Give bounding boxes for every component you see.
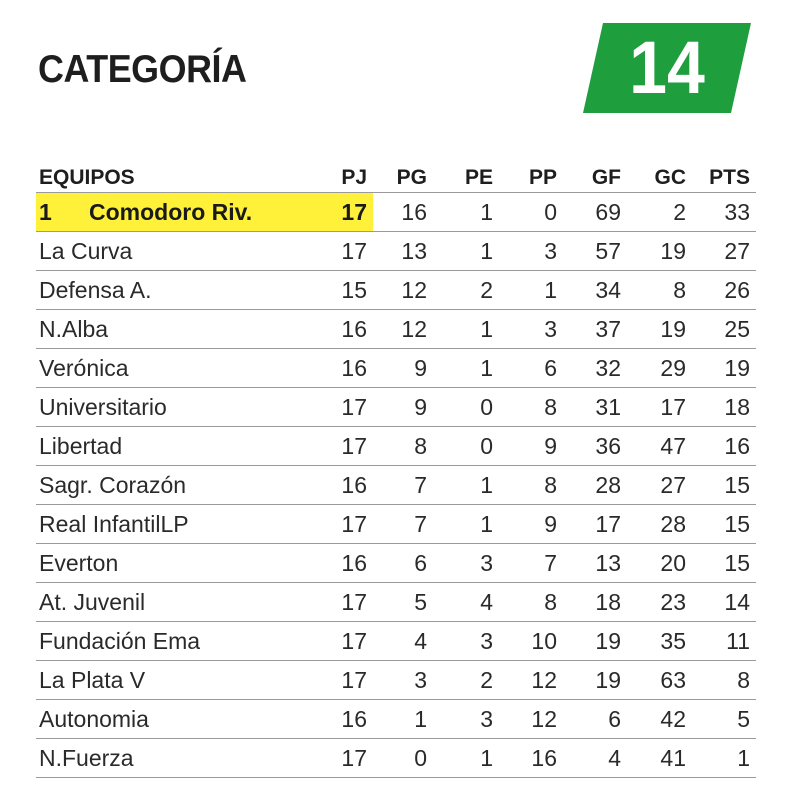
cell-gf: 19 bbox=[563, 622, 627, 661]
cell-pg: 12 bbox=[373, 271, 433, 310]
team-name: N.Alba bbox=[36, 310, 298, 349]
team-cell bbox=[36, 193, 298, 232]
cell-pg: 0 bbox=[373, 739, 433, 778]
cell-pj: 17 bbox=[298, 427, 373, 466]
table-row bbox=[36, 544, 756, 583]
cell-pg: 13 bbox=[373, 232, 433, 271]
column-header-pj: PJ bbox=[341, 166, 367, 189]
team-name: Verónica bbox=[36, 349, 298, 388]
cell-pe: 1 bbox=[433, 349, 499, 388]
cell-pe: 0 bbox=[433, 427, 499, 466]
cell-gc: 41 bbox=[627, 739, 692, 778]
table-row bbox=[36, 466, 756, 505]
team-name: N.Fuerza bbox=[36, 739, 298, 778]
cell-pts: 15 bbox=[692, 544, 756, 583]
cell-pp: 3 bbox=[499, 232, 563, 271]
cell-pp: 12 bbox=[499, 700, 563, 739]
cell-pe: 3 bbox=[433, 622, 499, 661]
cell-pp: 8 bbox=[499, 388, 563, 427]
cell-pp: 6 bbox=[499, 349, 563, 388]
cell-pe: 1 bbox=[433, 193, 499, 232]
cell-pp: 12 bbox=[499, 661, 563, 700]
cell-pts: 16 bbox=[692, 427, 756, 466]
cell-pp: 9 bbox=[499, 427, 563, 466]
cell-pp: 3 bbox=[499, 310, 563, 349]
team-name: Fundación Ema bbox=[36, 622, 298, 661]
team-name: Universitario bbox=[36, 388, 298, 427]
team-name: At. Juvenil bbox=[36, 583, 298, 622]
cell-pg: 7 bbox=[373, 505, 433, 544]
cell-pj: 17 bbox=[298, 739, 373, 778]
cell-pts: 25 bbox=[692, 310, 756, 349]
cell-pp: 10 bbox=[499, 622, 563, 661]
cell-pe: 4 bbox=[433, 583, 499, 622]
cell-gf: 69 bbox=[563, 193, 627, 232]
cell-gc: 17 bbox=[627, 388, 692, 427]
cell-gc: 8 bbox=[627, 271, 692, 310]
column-header-pe: PE bbox=[464, 166, 493, 189]
cell-pg: 3 bbox=[373, 661, 433, 700]
cell-gc: 35 bbox=[627, 622, 692, 661]
table-row bbox=[36, 232, 756, 271]
cell-pj: 15 bbox=[298, 271, 373, 310]
cell-pg: 9 bbox=[373, 388, 433, 427]
cell-pj: 17 bbox=[298, 193, 373, 232]
cell-pg: 4 bbox=[373, 622, 433, 661]
cell-pj: 17 bbox=[298, 622, 373, 661]
cell-pe: 3 bbox=[433, 700, 499, 739]
cell-pj: 16 bbox=[298, 544, 373, 583]
cell-gf: 4 bbox=[563, 739, 627, 778]
cell-pg: 8 bbox=[373, 427, 433, 466]
table-row bbox=[36, 427, 756, 466]
cell-gf: 13 bbox=[563, 544, 627, 583]
cell-pe: 0 bbox=[433, 388, 499, 427]
cell-pg: 7 bbox=[373, 466, 433, 505]
cell-gc: 2 bbox=[627, 193, 692, 232]
cell-pg: 16 bbox=[373, 193, 433, 232]
cell-pts: 1 bbox=[692, 739, 756, 778]
cell-pp: 8 bbox=[499, 466, 563, 505]
cell-gc: 23 bbox=[627, 583, 692, 622]
cell-pp: 8 bbox=[499, 583, 563, 622]
cell-gf: 57 bbox=[563, 232, 627, 271]
table-row bbox=[36, 505, 756, 544]
table-row bbox=[36, 349, 756, 388]
cell-gc: 47 bbox=[627, 427, 692, 466]
cell-gf: 19 bbox=[563, 661, 627, 700]
cell-pp: 9 bbox=[499, 505, 563, 544]
cell-pj: 17 bbox=[298, 661, 373, 700]
team-name: Everton bbox=[36, 544, 298, 583]
cell-gc: 19 bbox=[627, 310, 692, 349]
standings-table bbox=[36, 155, 756, 778]
cell-pe: 3 bbox=[433, 544, 499, 583]
cell-gf: 31 bbox=[563, 388, 627, 427]
table-row bbox=[36, 583, 756, 622]
cell-pts: 26 bbox=[692, 271, 756, 310]
cell-pj: 16 bbox=[298, 310, 373, 349]
cell-pe: 1 bbox=[433, 466, 499, 505]
cell-gc: 19 bbox=[627, 232, 692, 271]
cell-gf: 6 bbox=[563, 700, 627, 739]
cell-pts: 11 bbox=[692, 622, 756, 661]
table-row bbox=[36, 700, 756, 739]
cell-pj: 17 bbox=[298, 583, 373, 622]
column-header-equipos: EQUIPOS bbox=[39, 166, 135, 189]
cell-pe: 1 bbox=[433, 232, 499, 271]
column-header-gf: GF bbox=[591, 166, 621, 189]
column-header-pg: PG bbox=[396, 166, 427, 189]
rank-number: 1 bbox=[39, 198, 52, 225]
cell-pe: 2 bbox=[433, 271, 499, 310]
team-name: Libertad bbox=[36, 427, 298, 466]
cell-pe: 1 bbox=[433, 505, 499, 544]
cell-pg: 6 bbox=[373, 544, 433, 583]
cell-gf: 32 bbox=[563, 349, 627, 388]
category-number: 14 bbox=[629, 26, 705, 109]
page-title: CATEGORÍA bbox=[38, 48, 247, 91]
cell-gc: 27 bbox=[627, 466, 692, 505]
cell-gc: 29 bbox=[627, 349, 692, 388]
cell-pp: 7 bbox=[499, 544, 563, 583]
cell-pg: 5 bbox=[373, 583, 433, 622]
cell-pe: 1 bbox=[433, 739, 499, 778]
cell-pp: 0 bbox=[499, 193, 563, 232]
table-row bbox=[36, 739, 756, 778]
cell-gc: 28 bbox=[627, 505, 692, 544]
cell-gf: 28 bbox=[563, 466, 627, 505]
cell-gf: 37 bbox=[563, 310, 627, 349]
cell-pj: 16 bbox=[298, 466, 373, 505]
cell-pg: 1 bbox=[373, 700, 433, 739]
team-name: Sagr. Corazón bbox=[36, 466, 298, 505]
cell-gf: 36 bbox=[563, 427, 627, 466]
table-row bbox=[36, 661, 756, 700]
cell-pts: 15 bbox=[692, 466, 756, 505]
cell-pp: 16 bbox=[499, 739, 563, 778]
table-row bbox=[36, 388, 756, 427]
cell-pts: 27 bbox=[692, 232, 756, 271]
cell-pts: 5 bbox=[692, 700, 756, 739]
table-row bbox=[36, 271, 756, 310]
column-header-pp: PP bbox=[528, 166, 557, 189]
team-name: Comodoro Riv. bbox=[89, 198, 253, 225]
cell-pj: 17 bbox=[298, 232, 373, 271]
column-header-gc: GC bbox=[654, 166, 686, 189]
cell-gf: 18 bbox=[563, 583, 627, 622]
cell-pg: 9 bbox=[373, 349, 433, 388]
column-header-pts: PTS bbox=[709, 166, 750, 189]
table-row bbox=[36, 622, 756, 661]
cell-pj: 16 bbox=[298, 349, 373, 388]
category-badge bbox=[583, 23, 751, 113]
cell-pe: 2 bbox=[433, 661, 499, 700]
team-name: Real InfantilLP bbox=[36, 505, 298, 544]
team-name: La Plata V bbox=[36, 661, 298, 700]
table-row bbox=[36, 310, 756, 349]
cell-gf: 34 bbox=[563, 271, 627, 310]
cell-pp: 1 bbox=[499, 271, 563, 310]
cell-pg: 12 bbox=[373, 310, 433, 349]
cell-pts: 15 bbox=[692, 505, 756, 544]
team-name: Defensa A. bbox=[36, 271, 298, 310]
table-header bbox=[36, 155, 756, 193]
cell-pts: 8 bbox=[692, 661, 756, 700]
cell-gf: 17 bbox=[563, 505, 627, 544]
cell-gc: 20 bbox=[627, 544, 692, 583]
cell-pts: 19 bbox=[692, 349, 756, 388]
cell-pe: 1 bbox=[433, 310, 499, 349]
cell-pts: 33 bbox=[692, 193, 756, 232]
cell-pj: 17 bbox=[298, 388, 373, 427]
team-name: La Curva bbox=[36, 232, 298, 271]
cell-gc: 63 bbox=[627, 661, 692, 700]
table-body bbox=[36, 193, 756, 778]
cell-pj: 17 bbox=[298, 505, 373, 544]
table-row-leader bbox=[36, 193, 756, 232]
team-name: Autonomia bbox=[36, 700, 298, 739]
cell-pts: 18 bbox=[692, 388, 756, 427]
cell-gc: 42 bbox=[627, 700, 692, 739]
cell-pts: 14 bbox=[692, 583, 756, 622]
cell-pj: 16 bbox=[298, 700, 373, 739]
